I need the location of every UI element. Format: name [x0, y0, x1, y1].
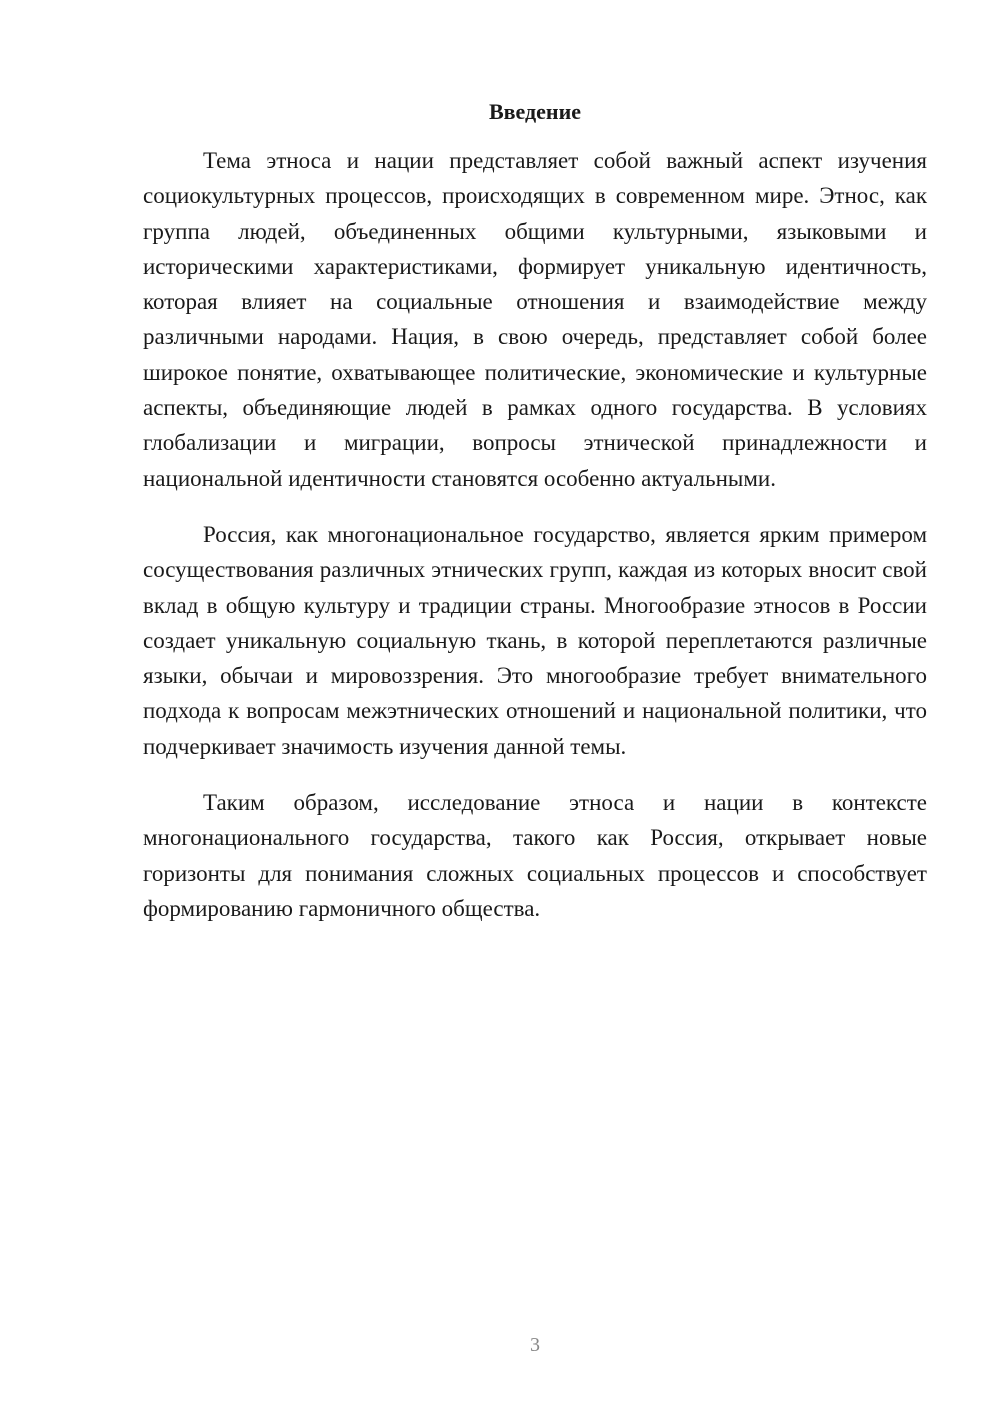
page-number: 3	[530, 1334, 540, 1356]
paragraph-3: Таким образом, исследование этноса и нации в контексте многонационального государства, такого как Россия, открывает новые горизонты для понимания сложных социальных процессов и способствует формированию гармоничного общества.	[143, 790, 927, 921]
paragraph-1: Тема этноса и нации представляет собой важный аспект изучения социокультурных процессов, происходящих в современном мире. Этнос, как группа людей, объединенных общими культурными, языковыми и историческими характеристиками, формирует уникальную идентичность, которая влияет на социальные отношения и взаимодействие между различными народами. Нация, в свою очередь, представляет собой более широкое понятие, охватывающее политические, экономические и культурные аспекты, объединяющие людей в рамках одного государства. В условиях глобализации и миграции, вопросы этнической принадлежности и национальной идентичности становятся особенно актуальными.	[143, 148, 927, 491]
document-body	[143, 143, 927, 926]
section-title: Введение	[488, 99, 582, 124]
paragraph-2: Россия, как многонациональное государство, является ярким примером сосуществования различных этнических групп, каждая из которых вносит свой вклад в общую культуру и традиции страны. Многообразие этносов в России создает уникальную социальную ткань, в которой переплетаются различные языки, обычаи и мировоззрения. Это многообразие требует внимательного подхода к вопросам межэтнических отношений и национальной политики, что подчеркивает значимость изучения данной темы.	[143, 521, 927, 759]
